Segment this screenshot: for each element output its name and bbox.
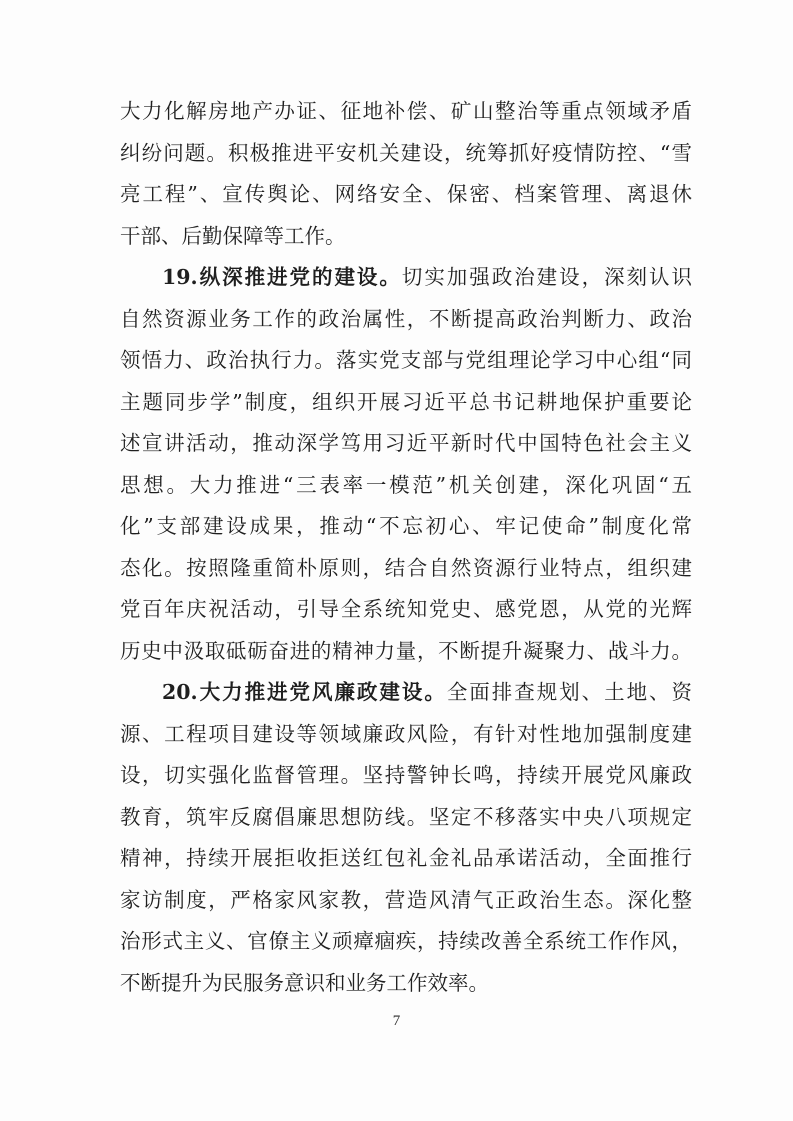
paragraph-line: 化”支部建设成果，推动“不忘初心、牢记使命”制度化常 bbox=[120, 514, 692, 538]
paragraph-line: 党百年庆祝活动，引导全系统知党史、感党恩，从党的光辉 bbox=[120, 597, 692, 621]
paragraph-19 bbox=[120, 257, 692, 672]
paragraph-line: 设，切实强化监督管理。坚持警钟长鸣，持续开展党风廉政 bbox=[120, 763, 692, 787]
body-text bbox=[120, 91, 692, 1004]
paragraph-line: 亮工程”、宣传舆论、网络安全、保密、档案管理、离退休 bbox=[120, 182, 692, 206]
paragraph-line: 教育，筑牢反腐倡廉思想防线。坚定不移落实中央八项规定 bbox=[120, 804, 692, 829]
paragraph-1 bbox=[120, 91, 692, 257]
paragraph-line: 不断提升为民服务意识和业务工作效率。 bbox=[120, 970, 489, 995]
paragraph-line: 纠纷问题。积极推进平安机关建设，统筹抓好疫情防控、“雪 bbox=[120, 140, 692, 165]
paragraph-line: 家访制度，严格家风家教，营造风清气正政治生态。深化整 bbox=[120, 887, 692, 912]
paragraph-line-rest: 切实加强政治建设，深刻认识 bbox=[401, 265, 692, 289]
paragraph-line: 源、工程项目建设等领域廉政风险，有针对性地加强制度建 bbox=[120, 721, 692, 746]
paragraph-20 bbox=[120, 672, 692, 1004]
section-heading-19: 19.纵深推进党的建设。 bbox=[162, 265, 402, 289]
paragraph-line: 态化。按照隆重简朴原则，结合自然资源行业特点，组织建 bbox=[120, 555, 692, 580]
paragraph-line: 干部、后勤保障等工作。 bbox=[120, 223, 346, 248]
paragraph-line: 精神，持续开展拒收拒送红包礼金礼品承诺活动，全面推行 bbox=[120, 846, 692, 870]
paragraph-line-rest: 全面排查规划、土地、资 bbox=[446, 680, 692, 704]
paragraph-line: 治形式主义、官僚主义顽瘴痼疾，持续改善全系统工作作风， bbox=[120, 929, 692, 953]
section-heading-20: 20.大力推进党风廉政建设。 bbox=[162, 680, 447, 704]
paragraph-first-line bbox=[120, 672, 692, 714]
paragraph-line: 历史中汲取砥砺奋进的精神力量，不断提升凝聚力、战斗力。 bbox=[120, 638, 692, 663]
paragraph-line: 思想。大力推进“三表率一模范”机关创建，深化巩固“五 bbox=[120, 472, 692, 497]
page-number: 7 bbox=[392, 1013, 401, 1029]
paragraph-line: 领悟力、政治执行力。落实党支部与党组理论学习中心组“同 bbox=[120, 348, 692, 372]
paragraph-line: 大力化解房地产办证、征地补偿、矿山整治等重点领域矛盾 bbox=[120, 99, 692, 123]
paragraph-first-line bbox=[120, 257, 692, 299]
paragraph-line: 述宣讲活动，推动深学笃用习近平新时代中国特色社会主义 bbox=[120, 431, 692, 455]
paragraph-line: 主题同步学”制度，组织开展习近平总书记耕地保护重要论 bbox=[120, 389, 692, 414]
paragraph-line: 自然资源业务工作的政治属性，不断提高政治判断力、政治 bbox=[120, 306, 692, 331]
